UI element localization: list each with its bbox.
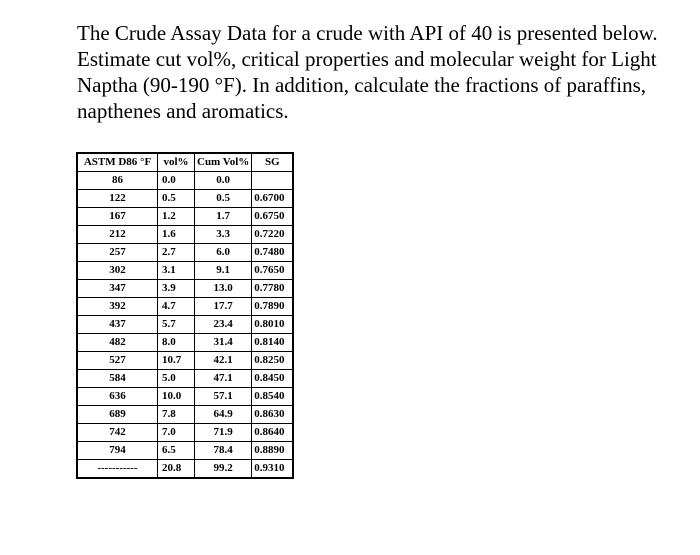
cell-cum-vol-percent: 9.1 xyxy=(195,262,252,280)
cell-temperature: 689 xyxy=(77,406,158,424)
table-row xyxy=(77,262,293,280)
table-row xyxy=(77,172,293,190)
cell-temperature: 794 xyxy=(77,442,158,460)
cell-sg: 0.8890 xyxy=(252,442,294,460)
cell-cum-vol-percent: 1.7 xyxy=(195,208,252,226)
cell-sg: 0.7650 xyxy=(252,262,294,280)
header-cum-vol-percent: Cum Vol% xyxy=(195,153,252,172)
table-row xyxy=(77,226,293,244)
cell-temperature: ----------- xyxy=(77,460,158,479)
cell-vol-percent: 3.9 xyxy=(158,280,195,298)
cell-temperature: 527 xyxy=(77,352,158,370)
problem-statement: The Crude Assay Data for a crude with API of 40 is presented below. Estimate cut vol%, critical properties and molecular weight for Light Naptha (90-190 °F). In addition, calculate the fractions of paraffins, napthenes and aromatics. xyxy=(77,21,658,123)
cell-vol-percent: 6.5 xyxy=(158,442,195,460)
cell-temperature: 636 xyxy=(77,388,158,406)
cell-temperature: 167 xyxy=(77,208,158,226)
cell-temperature: 212 xyxy=(77,226,158,244)
cell-sg: 0.8010 xyxy=(252,316,294,334)
cell-cum-vol-percent: 78.4 xyxy=(195,442,252,460)
table-row xyxy=(77,244,293,262)
table-row xyxy=(77,406,293,424)
cell-temperature: 302 xyxy=(77,262,158,280)
table-body xyxy=(77,172,293,479)
cell-vol-percent: 5.0 xyxy=(158,370,195,388)
cell-vol-percent: 7.8 xyxy=(158,406,195,424)
cell-vol-percent: 0.0 xyxy=(158,172,195,190)
cell-cum-vol-percent: 13.0 xyxy=(195,280,252,298)
cell-cum-vol-percent: 0.5 xyxy=(195,190,252,208)
cell-temperature: 584 xyxy=(77,370,158,388)
table-row xyxy=(77,352,293,370)
cell-cum-vol-percent: 0.0 xyxy=(195,172,252,190)
cell-vol-percent: 20.8 xyxy=(158,460,195,479)
cell-vol-percent: 5.7 xyxy=(158,316,195,334)
cell-temperature: 347 xyxy=(77,280,158,298)
cell-vol-percent: 4.7 xyxy=(158,298,195,316)
cell-vol-percent: 7.0 xyxy=(158,424,195,442)
cell-sg: 0.7480 xyxy=(252,244,294,262)
cell-temperature: 86 xyxy=(77,172,158,190)
table-row xyxy=(77,334,293,352)
crude-assay-table xyxy=(76,152,294,479)
header-sg: SG xyxy=(252,153,294,172)
cell-sg: 0.8540 xyxy=(252,388,294,406)
cell-temperature: 742 xyxy=(77,424,158,442)
header-astm-d86: ASTM D86 °F xyxy=(77,153,158,172)
cell-sg: 0.8450 xyxy=(252,370,294,388)
cell-temperature: 392 xyxy=(77,298,158,316)
cell-temperature: 482 xyxy=(77,334,158,352)
cell-sg xyxy=(252,172,294,190)
cell-sg: 0.6700 xyxy=(252,190,294,208)
table-row xyxy=(77,298,293,316)
cell-cum-vol-percent: 3.3 xyxy=(195,226,252,244)
cell-vol-percent: 0.5 xyxy=(158,190,195,208)
cell-sg: 0.6750 xyxy=(252,208,294,226)
cell-cum-vol-percent: 57.1 xyxy=(195,388,252,406)
cell-cum-vol-percent: 64.9 xyxy=(195,406,252,424)
cell-sg: 0.8630 xyxy=(252,406,294,424)
table-row xyxy=(77,370,293,388)
cell-temperature: 257 xyxy=(77,244,158,262)
cell-vol-percent: 2.7 xyxy=(158,244,195,262)
cell-cum-vol-percent: 23.4 xyxy=(195,316,252,334)
cell-cum-vol-percent: 31.4 xyxy=(195,334,252,352)
cell-vol-percent: 10.7 xyxy=(158,352,195,370)
cell-cum-vol-percent: 17.7 xyxy=(195,298,252,316)
table-row xyxy=(77,460,293,479)
cell-vol-percent: 3.1 xyxy=(158,262,195,280)
cell-cum-vol-percent: 47.1 xyxy=(195,370,252,388)
cell-vol-percent: 1.6 xyxy=(158,226,195,244)
cell-cum-vol-percent: 71.9 xyxy=(195,424,252,442)
cell-sg: 0.8250 xyxy=(252,352,294,370)
table-row xyxy=(77,424,293,442)
table-header-row xyxy=(77,153,293,172)
table-row xyxy=(77,388,293,406)
cell-vol-percent: 10.0 xyxy=(158,388,195,406)
cell-cum-vol-percent: 6.0 xyxy=(195,244,252,262)
table-row xyxy=(77,208,293,226)
header-vol-percent: vol% xyxy=(158,153,195,172)
cell-temperature: 437 xyxy=(77,316,158,334)
cell-vol-percent: 8.0 xyxy=(158,334,195,352)
cell-sg: 0.7780 xyxy=(252,280,294,298)
cell-cum-vol-percent: 99.2 xyxy=(195,460,252,479)
cell-sg: 0.8140 xyxy=(252,334,294,352)
table-row xyxy=(77,316,293,334)
cell-sg: 0.9310 xyxy=(252,460,294,479)
table-row xyxy=(77,442,293,460)
cell-sg: 0.7890 xyxy=(252,298,294,316)
cell-cum-vol-percent: 42.1 xyxy=(195,352,252,370)
cell-temperature: 122 xyxy=(77,190,158,208)
cell-sg: 0.8640 xyxy=(252,424,294,442)
table-row xyxy=(77,190,293,208)
cell-sg: 0.7220 xyxy=(252,226,294,244)
table-row xyxy=(77,280,293,298)
cell-vol-percent: 1.2 xyxy=(158,208,195,226)
